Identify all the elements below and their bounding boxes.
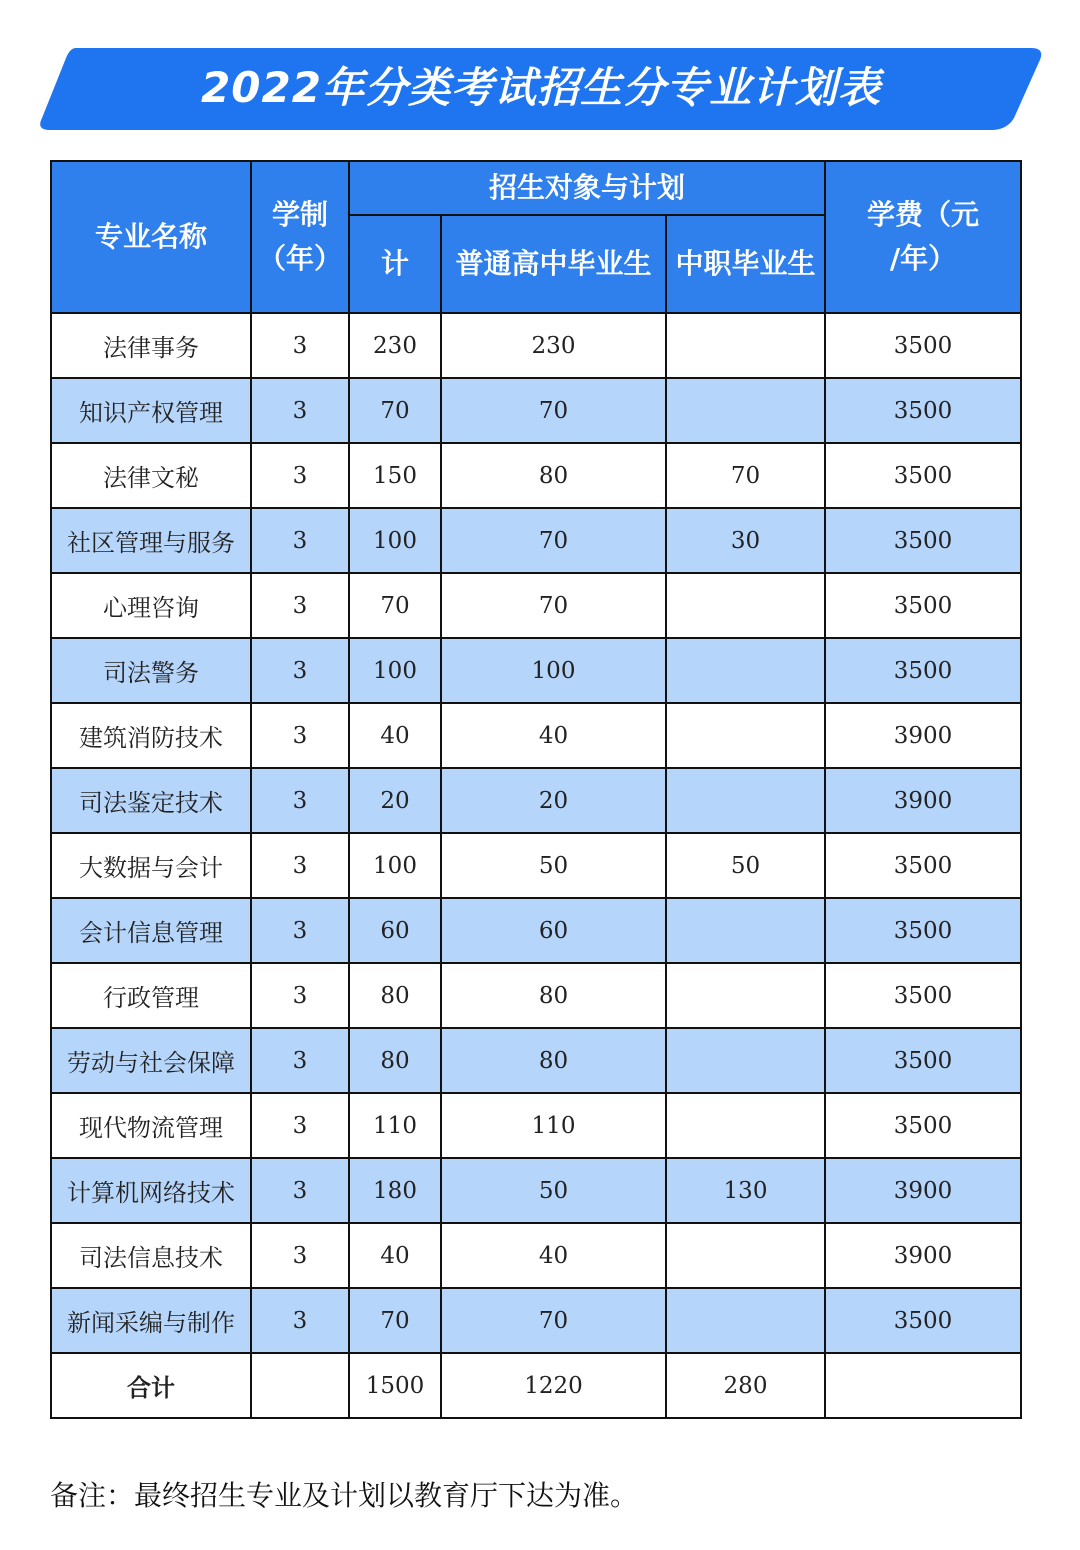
cell-tuition: 3500	[825, 1028, 1021, 1093]
footnote: 备注：最终招生专业及计划以教育厅下达为准。	[50, 1479, 639, 1512]
enrollment-plan-table	[50, 160, 1022, 1419]
cell-high-school: 40	[441, 703, 666, 768]
total-row	[51, 1353, 1021, 1418]
cell-tuition: 3500	[825, 313, 1021, 378]
cell-name: 法律文秘	[51, 443, 251, 508]
cell-name: 法律事务	[51, 313, 251, 378]
cell-total: 180	[349, 1158, 441, 1223]
header-high-school: 普通高中毕业生	[441, 215, 666, 313]
table-row	[51, 378, 1021, 443]
cell-total: 110	[349, 1093, 441, 1158]
cell-tuition: 3900	[825, 768, 1021, 833]
cell-years: 3	[251, 963, 349, 1028]
cell-tuition: 3500	[825, 833, 1021, 898]
cell-years: 3	[251, 768, 349, 833]
cell-vocational	[666, 768, 825, 833]
cell-years: 3	[251, 1223, 349, 1288]
header-total: 计	[349, 215, 441, 313]
cell-vocational	[666, 1223, 825, 1288]
cell-years: 3	[251, 1093, 349, 1158]
cell-name: 心理咨询	[51, 573, 251, 638]
table-row	[51, 313, 1021, 378]
cell-vocational	[666, 378, 825, 443]
cell-vocational	[666, 313, 825, 378]
cell-name: 司法鉴定技术	[51, 768, 251, 833]
table-row	[51, 508, 1021, 573]
cell-high-school: 40	[441, 1223, 666, 1288]
cell-tuition: 3500	[825, 1288, 1021, 1353]
table-row	[51, 1223, 1021, 1288]
table-row	[51, 1028, 1021, 1093]
cell-vocational: 130	[666, 1158, 825, 1223]
cell-tuition: 3500	[825, 963, 1021, 1028]
cell-high-school: 80	[441, 1028, 666, 1093]
page-title: 2022年分类考试招生分专业计划表	[201, 63, 881, 112]
cell-total: 100	[349, 508, 441, 573]
cell-tuition	[825, 1353, 1021, 1418]
cell-high-school: 20	[441, 768, 666, 833]
cell-tuition: 3500	[825, 508, 1021, 573]
cell-total-label: 合计	[51, 1353, 251, 1418]
table-row	[51, 638, 1021, 703]
table-row	[51, 768, 1021, 833]
cell-high-school: 110	[441, 1093, 666, 1158]
cell-high-school: 1220	[441, 1353, 666, 1418]
table-row	[51, 703, 1021, 768]
cell-years: 3	[251, 378, 349, 443]
cell-high-school: 70	[441, 573, 666, 638]
cell-total: 80	[349, 1028, 441, 1093]
table-body	[51, 313, 1021, 1418]
cell-years: 3	[251, 1288, 349, 1353]
cell-vocational	[666, 898, 825, 963]
cell-vocational	[666, 1028, 825, 1093]
cell-total: 100	[349, 638, 441, 703]
table-row	[51, 1288, 1021, 1353]
table-row	[51, 443, 1021, 508]
header-group: 招生对象与计划	[349, 161, 825, 215]
cell-name: 司法警务	[51, 638, 251, 703]
cell-name: 知识产权管理	[51, 378, 251, 443]
cell-name: 新闻采编与制作	[51, 1288, 251, 1353]
cell-total: 100	[349, 833, 441, 898]
cell-tuition: 3900	[825, 703, 1021, 768]
cell-total: 70	[349, 378, 441, 443]
cell-tuition: 3500	[825, 378, 1021, 443]
cell-vocational	[666, 963, 825, 1028]
cell-total: 150	[349, 443, 441, 508]
table-row	[51, 833, 1021, 898]
header-major: 专业名称	[51, 161, 251, 313]
cell-total: 230	[349, 313, 441, 378]
cell-total: 40	[349, 703, 441, 768]
cell-years: 3	[251, 1028, 349, 1093]
cell-vocational	[666, 1093, 825, 1158]
cell-total: 20	[349, 768, 441, 833]
table-row	[51, 573, 1021, 638]
cell-vocational	[666, 573, 825, 638]
cell-high-school: 80	[441, 443, 666, 508]
table-row	[51, 898, 1021, 963]
cell-tuition: 3500	[825, 638, 1021, 703]
cell-name: 大数据与会计	[51, 833, 251, 898]
cell-name: 行政管理	[51, 963, 251, 1028]
cell-years: 3	[251, 1158, 349, 1223]
cell-high-school: 50	[441, 833, 666, 898]
cell-tuition: 3500	[825, 898, 1021, 963]
cell-name: 劳动与社会保障	[51, 1028, 251, 1093]
cell-high-school: 50	[441, 1158, 666, 1223]
cell-total: 60	[349, 898, 441, 963]
cell-name: 司法信息技术	[51, 1223, 251, 1288]
cell-high-school: 60	[441, 898, 666, 963]
cell-vocational: 280	[666, 1353, 825, 1418]
cell-years: 3	[251, 898, 349, 963]
cell-years: 3	[251, 833, 349, 898]
cell-years	[251, 1353, 349, 1418]
cell-vocational	[666, 703, 825, 768]
cell-name: 现代物流管理	[51, 1093, 251, 1158]
cell-years: 3	[251, 638, 349, 703]
cell-name: 建筑消防技术	[51, 703, 251, 768]
cell-years: 3	[251, 703, 349, 768]
cell-total: 70	[349, 573, 441, 638]
cell-high-school: 80	[441, 963, 666, 1028]
cell-total: 80	[349, 963, 441, 1028]
cell-name: 计算机网络技术	[51, 1158, 251, 1223]
cell-total: 1500	[349, 1353, 441, 1418]
cell-name: 会计信息管理	[51, 898, 251, 963]
cell-high-school: 70	[441, 378, 666, 443]
cell-total: 40	[349, 1223, 441, 1288]
cell-total: 70	[349, 1288, 441, 1353]
cell-vocational: 50	[666, 833, 825, 898]
header-years: 学制 （年）	[251, 161, 349, 313]
cell-tuition: 3500	[825, 573, 1021, 638]
cell-vocational	[666, 638, 825, 703]
header-vocational: 中职毕业生	[666, 215, 825, 313]
header-tuition: 学费（元 /年）	[825, 161, 1021, 313]
title-banner	[36, 44, 1046, 132]
table-row	[51, 1093, 1021, 1158]
cell-name: 社区管理与服务	[51, 508, 251, 573]
cell-tuition: 3500	[825, 443, 1021, 508]
table-row	[51, 963, 1021, 1028]
cell-years: 3	[251, 573, 349, 638]
cell-high-school: 70	[441, 508, 666, 573]
cell-vocational: 30	[666, 508, 825, 573]
cell-high-school: 70	[441, 1288, 666, 1353]
cell-tuition: 3900	[825, 1158, 1021, 1223]
cell-vocational	[666, 1288, 825, 1353]
cell-years: 3	[251, 313, 349, 378]
cell-years: 3	[251, 443, 349, 508]
cell-high-school: 100	[441, 638, 666, 703]
cell-high-school: 230	[441, 313, 666, 378]
table-row	[51, 1158, 1021, 1223]
cell-vocational: 70	[666, 443, 825, 508]
cell-tuition: 3500	[825, 1093, 1021, 1158]
cell-tuition: 3900	[825, 1223, 1021, 1288]
cell-years: 3	[251, 508, 349, 573]
